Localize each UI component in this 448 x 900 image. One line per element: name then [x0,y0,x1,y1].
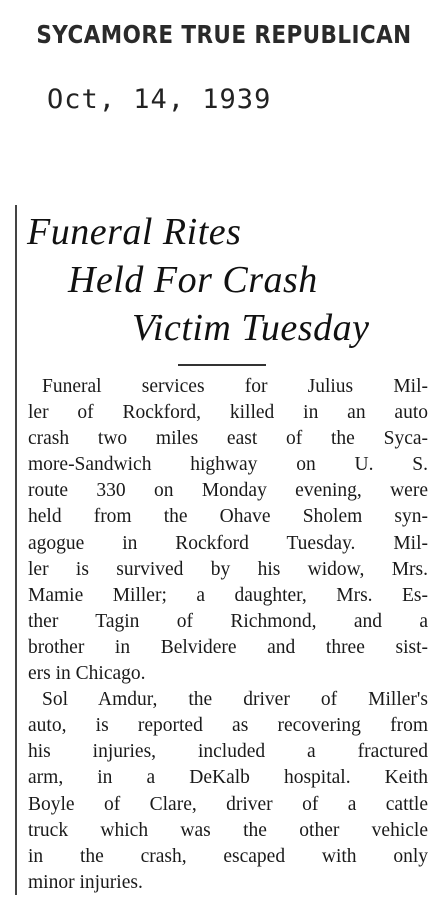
headline-line-2: Held For Crash [68,259,318,301]
headline-line-1: Funeral Rites [27,211,242,253]
headline-line-3: Victim Tuesday [132,307,370,349]
article-line: minor injuries. [28,871,143,893]
newspaper-masthead: SYCAMORE TRUE REPUBLICAN [36,20,412,49]
article-line: Boyle of Clare, driver of a cattle [28,793,428,815]
publication-date: Oct, 14, 1939 [47,84,272,115]
article-paragraph-2 [28,687,428,896]
article-line: his injuries, included a fractured [28,741,428,763]
article-line: brother in Belvidere and three sist- [28,636,428,658]
headline-divider [178,364,266,366]
article-body [28,374,428,896]
article-line: more-Sandwich highway on U. S. [28,454,428,476]
article-paragraph-1 [28,374,428,687]
article-line: agogue in Rockford Tuesday. Mil- [28,532,428,554]
article-line: ers in Chicago. [28,663,146,685]
article-line: Funeral services for Julius Mil- [42,376,428,397]
article-line: arm, in a DeKalb hospital. Keith [28,767,428,789]
article-line: Sol Amdur, the driver of Miller's [42,689,428,711]
article-line: held from the Ohave Sholem syn- [28,506,428,528]
article-line: auto, is reported as recovering from [28,715,428,737]
article-line: route 330 on Monday evening, were [28,480,428,502]
article-line: ler is survived by his widow, Mrs. [28,558,428,580]
article-line: ther Tagin of Richmond, and a [28,610,428,632]
article-line: ler of Rockford, killed in an auto [28,402,428,424]
column-rule [15,205,17,895]
article-line: truck which was the other vehicle [28,819,428,841]
article-line: Mamie Miller; a daughter, Mrs. Es- [28,584,428,606]
article-line: crash two miles east of the Syca- [28,428,428,450]
article-line: in the crash, escaped with only [28,845,428,867]
